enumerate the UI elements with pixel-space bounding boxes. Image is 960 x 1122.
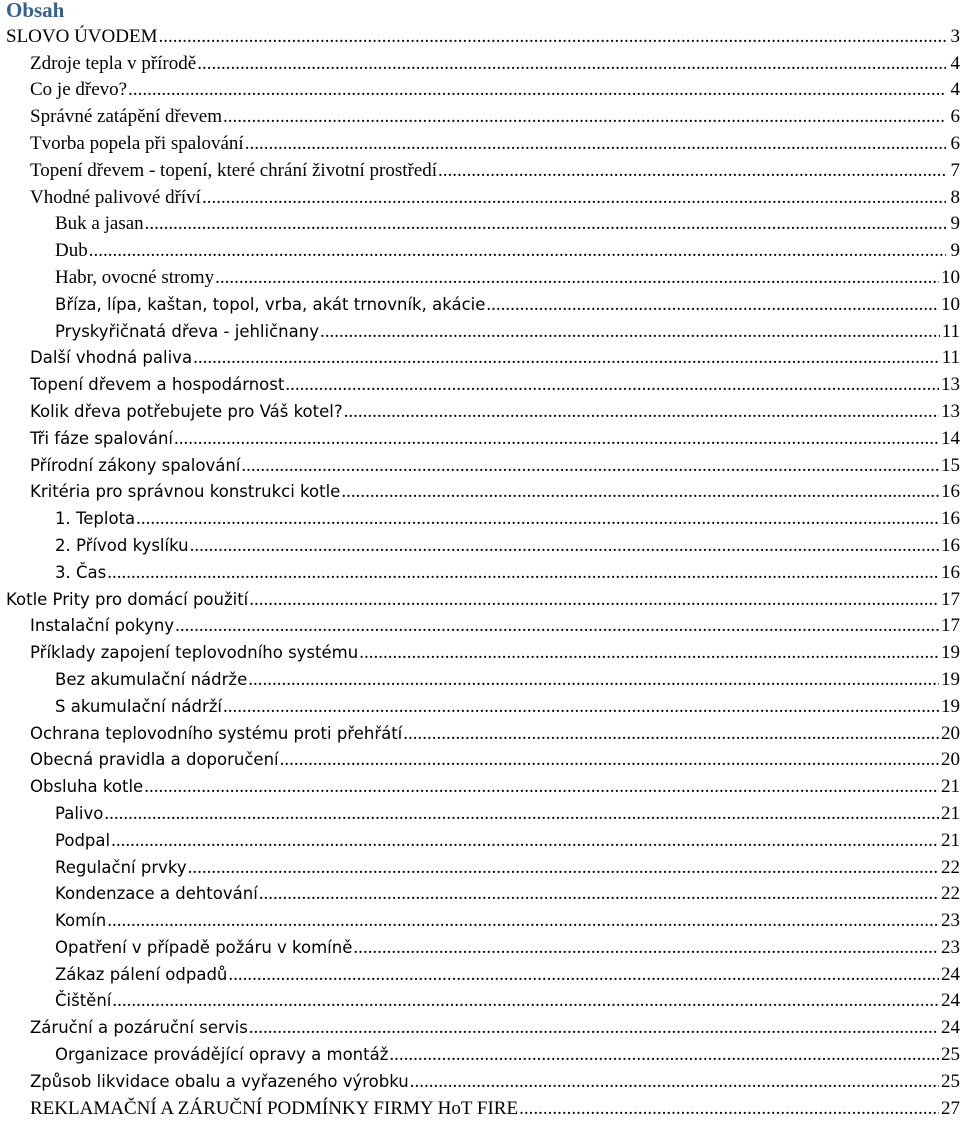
toc-entry-title: Obsluha kotle bbox=[30, 777, 144, 797]
toc-entry[interactable] bbox=[6, 773, 960, 800]
toc-entry-title: Podpal bbox=[55, 830, 111, 850]
toc-entry[interactable] bbox=[6, 827, 960, 854]
toc-dot-leader bbox=[111, 830, 939, 852]
toc-entry[interactable] bbox=[6, 1068, 960, 1095]
toc-dot-leader bbox=[344, 401, 939, 423]
toc-entry[interactable] bbox=[6, 934, 960, 961]
toc-entry-page-number: 4 bbox=[950, 79, 960, 101]
toc-entry-title: Správné zatápění dřevem bbox=[30, 106, 223, 128]
toc-entry-title: Palivo bbox=[55, 803, 104, 823]
toc-entry-page-number: 7 bbox=[950, 159, 960, 181]
toc-entry-page-number: 19 bbox=[941, 642, 960, 664]
toc-dot-leader bbox=[215, 267, 939, 289]
toc-entry-page-number: 21 bbox=[941, 776, 960, 798]
toc-entry-title: Buk a jasan bbox=[55, 213, 144, 235]
toc-heading: Obsah bbox=[6, 0, 65, 22]
toc-entry-title: Přírodní zákony spalování bbox=[30, 455, 241, 475]
toc-entry-page-number: 16 bbox=[941, 534, 960, 556]
toc-entry-page-number: 21 bbox=[941, 802, 960, 824]
toc-entry-page-number: 22 bbox=[941, 856, 960, 878]
toc-entry-title: Tvorba popela při spalování bbox=[30, 132, 244, 154]
toc-dot-leader bbox=[486, 294, 939, 316]
toc-entry-page-number: 6 bbox=[950, 106, 960, 128]
toc-entry[interactable] bbox=[6, 559, 960, 586]
toc-dot-leader bbox=[280, 749, 939, 771]
toc-entry-page-number: 11 bbox=[941, 320, 960, 342]
toc-entry[interactable] bbox=[6, 800, 960, 827]
toc-entry-title: S akumulační nádrží bbox=[55, 696, 222, 716]
toc-entry-page-number: 10 bbox=[941, 293, 960, 315]
toc-entry[interactable] bbox=[6, 103, 960, 130]
toc-dot-leader bbox=[145, 213, 946, 235]
toc-entry-title: Čištění bbox=[55, 991, 112, 1011]
toc-entry-title: Zdroje tepla v přírodě bbox=[30, 52, 197, 74]
toc-entry-title: REKLAMAČNÍ A ZÁRUČNÍ PODMÍNKY FIRMY HoT FIRE bbox=[30, 1097, 519, 1119]
toc-entry-title: Pryskyřičnatá dřeva - jehličnany bbox=[55, 321, 319, 341]
toc-entry[interactable] bbox=[6, 237, 960, 264]
toc-dot-leader bbox=[107, 910, 939, 932]
toc-entry-title: Kolik dřeva potřebujete pro Váš kotel? bbox=[30, 401, 343, 421]
toc-entry-title: 2. Přívod kyslíku bbox=[55, 535, 189, 555]
toc-entry-page-number: 22 bbox=[941, 883, 960, 905]
toc-dot-leader bbox=[519, 1098, 939, 1120]
toc-entry[interactable] bbox=[6, 1014, 960, 1041]
toc-dot-leader bbox=[403, 723, 939, 745]
toc-entry-page-number: 20 bbox=[941, 749, 960, 771]
toc-entry-page-number: 16 bbox=[941, 508, 960, 530]
toc-dot-leader bbox=[353, 937, 939, 959]
toc-entry-title: Obecná pravidla a doporučení bbox=[30, 750, 279, 770]
toc-entry[interactable] bbox=[6, 77, 960, 104]
toc-entry-title: Topení dřevem - topení, které chrání životní prostředí bbox=[30, 159, 438, 181]
toc-entry-title: 1. Teplota bbox=[55, 509, 136, 529]
toc-entry-title: Regulační prvky bbox=[55, 857, 187, 877]
toc-entry-title: Instalační pokyny bbox=[30, 616, 175, 636]
toc-entry-title: Co je dřevo? bbox=[30, 79, 128, 101]
toc-entry-page-number: 24 bbox=[941, 963, 960, 985]
toc-entry-title: Ochrana teplovodního systému proti přehřátí bbox=[30, 723, 403, 743]
toc-entry[interactable] bbox=[6, 130, 960, 157]
toc-entry-title: 3. Čas bbox=[55, 562, 107, 582]
toc-entry-title: Způsob likvidace obalu a vyřazeného výrobku bbox=[30, 1071, 409, 1091]
toc-entry[interactable] bbox=[6, 693, 960, 720]
toc-entry-page-number: 4 bbox=[950, 52, 960, 74]
toc-entry-title: Kritéria pro správnou konstrukci kotle bbox=[30, 482, 341, 502]
toc-entry[interactable] bbox=[6, 505, 960, 532]
toc-entry-page-number: 16 bbox=[941, 481, 960, 503]
toc-entry[interactable] bbox=[6, 586, 960, 613]
toc-entry-title: Příklady zapojení teplovodního systému bbox=[30, 643, 359, 663]
toc-entry-page-number: 25 bbox=[941, 1044, 960, 1066]
toc-entry[interactable] bbox=[6, 881, 960, 908]
toc-entry[interactable] bbox=[6, 639, 960, 666]
toc-entry-title: Topení dřevem a hospodárnost bbox=[30, 375, 285, 395]
toc-entry[interactable] bbox=[6, 371, 960, 398]
toc-entry-page-number: 20 bbox=[941, 722, 960, 744]
toc-dot-leader bbox=[104, 803, 939, 825]
toc-dot-leader bbox=[359, 642, 939, 664]
toc-dot-leader bbox=[285, 374, 939, 396]
toc-dot-leader bbox=[202, 187, 946, 209]
toc-entry-page-number: 27 bbox=[941, 1097, 960, 1119]
toc-entry-title: Dub bbox=[55, 240, 88, 262]
toc-dot-leader bbox=[158, 26, 946, 48]
toc-entry[interactable] bbox=[6, 184, 960, 211]
toc-entry-page-number: 24 bbox=[941, 990, 960, 1012]
toc-entry-page-number: 9 bbox=[950, 240, 960, 262]
toc-dot-leader bbox=[190, 535, 939, 557]
toc-entry-title: Habr, ovocné stromy bbox=[55, 266, 215, 288]
toc-dot-leader bbox=[112, 990, 939, 1012]
toc-entry-page-number: 13 bbox=[941, 374, 960, 396]
toc-dot-leader bbox=[249, 589, 939, 611]
toc-dot-leader bbox=[144, 776, 939, 798]
toc-entry[interactable] bbox=[6, 425, 960, 452]
toc-dot-leader bbox=[248, 669, 939, 691]
toc-entry-title: Tři fáze spalování bbox=[30, 428, 174, 448]
toc-entry-title: Komín bbox=[55, 911, 107, 931]
toc-dot-leader bbox=[389, 1044, 939, 1066]
toc-entry[interactable] bbox=[6, 747, 960, 774]
toc-dot-leader bbox=[241, 455, 939, 477]
toc-dot-leader bbox=[341, 481, 939, 503]
toc-entry-page-number: 21 bbox=[941, 829, 960, 851]
toc-entry[interactable] bbox=[6, 854, 960, 881]
toc-entry[interactable] bbox=[6, 345, 960, 372]
toc-entry[interactable] bbox=[6, 532, 960, 559]
table-of-contents bbox=[6, 23, 960, 1122]
toc-entry-page-number: 19 bbox=[941, 695, 960, 717]
toc-dot-leader bbox=[193, 347, 940, 369]
toc-entry[interactable] bbox=[6, 157, 960, 184]
toc-dot-leader bbox=[249, 1017, 939, 1039]
toc-entry-title: SLOVO ÚVODEM bbox=[6, 25, 158, 47]
toc-entry[interactable] bbox=[6, 398, 960, 425]
toc-dot-leader bbox=[188, 857, 939, 879]
toc-dot-leader bbox=[228, 964, 939, 986]
toc-entry-title: Kotle Prity pro domácí použití bbox=[6, 589, 249, 609]
toc-entry-title: Bříza, lípa, kaštan, topol, vrba, akát trnovník, akácie bbox=[55, 294, 486, 314]
toc-entry[interactable] bbox=[6, 452, 960, 479]
toc-entry[interactable] bbox=[6, 50, 960, 77]
toc-entry[interactable] bbox=[6, 961, 960, 988]
toc-dot-leader bbox=[197, 53, 946, 75]
toc-entry[interactable] bbox=[6, 264, 960, 291]
toc-entry-page-number: 11 bbox=[941, 347, 960, 369]
toc-entry-title: Záruční a pozáruční servis bbox=[30, 1018, 248, 1038]
toc-entry[interactable] bbox=[6, 318, 960, 345]
toc-entry-page-number: 23 bbox=[941, 936, 960, 958]
toc-dot-leader bbox=[174, 428, 939, 450]
toc-entry-page-number: 19 bbox=[941, 668, 960, 690]
toc-entry-title: Zákaz pálení odpadů bbox=[55, 964, 228, 984]
toc-entry-page-number: 15 bbox=[941, 454, 960, 476]
toc-dot-leader bbox=[89, 240, 946, 262]
toc-entry-page-number: 16 bbox=[941, 561, 960, 583]
toc-entry-page-number: 3 bbox=[950, 25, 960, 47]
toc-dot-leader bbox=[223, 696, 939, 718]
toc-entry-title: Vhodné palivové dříví bbox=[30, 186, 201, 208]
toc-entry[interactable] bbox=[6, 613, 960, 640]
toc-entry[interactable] bbox=[6, 211, 960, 238]
toc-dot-leader bbox=[245, 133, 946, 155]
toc-dot-leader bbox=[320, 321, 940, 343]
toc-entry-page-number: 23 bbox=[941, 910, 960, 932]
toc-entry[interactable] bbox=[6, 291, 960, 318]
toc-entry[interactable] bbox=[6, 988, 960, 1015]
toc-entry-page-number: 17 bbox=[941, 615, 960, 637]
toc-entry-page-number: 24 bbox=[941, 1017, 960, 1039]
toc-entry[interactable] bbox=[6, 479, 960, 506]
toc-entry-page-number: 8 bbox=[950, 186, 960, 208]
toc-dot-leader bbox=[107, 562, 939, 584]
toc-entry[interactable] bbox=[6, 23, 960, 50]
toc-entry-page-number: 9 bbox=[950, 213, 960, 235]
toc-entry-page-number: 14 bbox=[941, 427, 960, 449]
toc-entry-title: Bez akumulační nádrže bbox=[55, 669, 248, 689]
toc-entry-title: Další vhodná paliva bbox=[30, 348, 193, 368]
toc-dot-leader bbox=[410, 1071, 939, 1093]
toc-dot-leader bbox=[128, 79, 946, 101]
toc-entry-page-number: 25 bbox=[941, 1070, 960, 1092]
toc-dot-leader bbox=[259, 883, 939, 905]
toc-entry-page-number: 10 bbox=[941, 266, 960, 288]
toc-entry-title: Opatření v případě požáru v komíně bbox=[55, 937, 353, 957]
toc-entry-title: Kondenzace a dehtování bbox=[55, 884, 258, 904]
toc-dot-leader bbox=[223, 106, 946, 128]
toc-entry[interactable] bbox=[6, 907, 960, 934]
toc-entry-page-number: 13 bbox=[941, 400, 960, 422]
toc-entry-page-number: 17 bbox=[941, 588, 960, 610]
toc-entry[interactable] bbox=[6, 666, 960, 693]
toc-entry[interactable] bbox=[6, 720, 960, 747]
toc-entry-page-number: 6 bbox=[950, 132, 960, 154]
toc-dot-leader bbox=[438, 160, 946, 182]
toc-entry[interactable] bbox=[6, 1095, 960, 1122]
toc-dot-leader bbox=[136, 508, 939, 530]
toc-entry[interactable] bbox=[6, 1041, 960, 1068]
toc-dot-leader bbox=[175, 615, 939, 637]
toc-entry-title: Organizace provádějící opravy a montáž bbox=[55, 1045, 389, 1065]
